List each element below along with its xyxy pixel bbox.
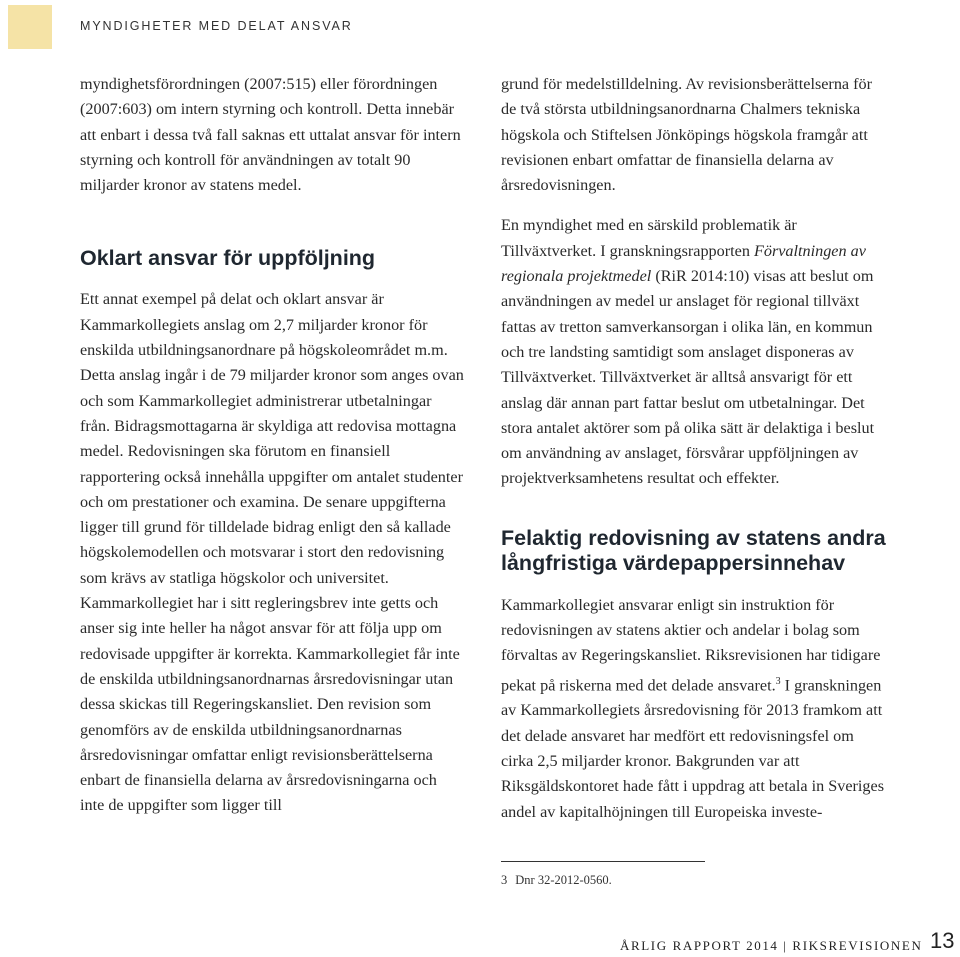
- paragraph-text: I granskningen av Kammarkollegiets årsredovisning för 2013 framkom att det delade ansvaret har medfört ett redovisningsfel om cirka 2,5 miljarder kronor. Bakgrunden var att Riksgäldskontoret hade fått i uppdrag att betala in Sveriges andel av kapitalhöjningen till Europeiska investe-: [501, 676, 885, 821]
- footnote-divider: [501, 861, 705, 862]
- accent-corner-block: [8, 5, 52, 49]
- footnote-number: 3: [501, 873, 508, 887]
- footnote: [501, 873, 612, 888]
- footnote-text: Dnr 32-2012-0560.: [515, 873, 612, 887]
- intro-paragraph: myndighetsförordningen (2007:515) eller förordningen (2007:603) om intern styrning och kontroll. Detta innebär att enbart i dessa två fall saknas ett uttalat ansvar för intern styrning och kontroll för användningen av totalt 90 miljarder kronor av statens medel.: [80, 75, 461, 195]
- page-number: 13: [930, 928, 955, 953]
- footnote-reference[interactable]: 3: [775, 675, 781, 687]
- section-heading-securities: Felaktig redovisning av statens andra långfristiga värdepappersinnehav: [501, 525, 886, 575]
- right-column: [501, 72, 886, 825]
- paragraph-allocation: grund för medelstilldelning. Av revisionsberättelserna för de två största utbildningsanordnarna Chalmers tekniska högskola och Stiftelsen Jönköpings högskola framgår att revisionen enbart omfattar de finansiella delarna av årsredovisningen.: [501, 75, 873, 195]
- paragraph-securities: [501, 593, 886, 825]
- paragraph-text: (RiR 2014:10) visas att beslut om användningen av medel ur anslaget för regional tillväxt fattas av tretton samverkansorgan i olika län, en kommun och tre landsting samtidigt som anslaget disponeras av Tillväxtverket. Tillväxtverket är alltså ansvarigt för ett anslag där annan part fattar beslut om utbetalningar. Det stora antalet aktörer som på olika sätt är delaktiga i beslut om användning av anslaget, försvårar uppföljningen av projektverksamhetens resultat och effekter.: [501, 267, 875, 488]
- report-title: Förvaltningen av regionala projektmedel: [501, 241, 866, 286]
- paragraph-text: Kammarkollegiet ansvarar enligt sin instruktion för redovisningen av statens aktier och andelar i bolag som förvaltas av Regeringskansliet. Riksrevisionen har tidigare pekat på riskerna med det delade ansvaret.: [501, 595, 881, 695]
- left-column: [80, 72, 465, 819]
- page-footer: ÅRLIG RAPPORT 2014 | RIKSREVISIONEN: [620, 938, 923, 953]
- paragraph-text: En myndighet med en särskild problematik är Tillväxtverket. I granskningsrapporten: [501, 216, 797, 260]
- section-heading-oversight: Oklart ansvar för uppföljning: [80, 246, 376, 271]
- paragraph-tillvaxtverket: [501, 213, 886, 491]
- body-paragraph-oversight: Ett annat exempel på delat och oklart ansvar är Kammarkollegiets anslag om 2,7 miljarder kronor för enskilda utbildningsanordnare på högskoleområdet m.m. Detta anslag ingår i de 79 miljarder kronor som anges ovan och som Kammarkollegiet administrerar utbetalningar från. Bidragsmottagarna är skyldiga att redovisa mottagna medel. Redovisningen ska förutom en finansiell rapportering också innehålla uppgifter om antalet studenter och om prestationer och examina. De senare uppgifterna ligger till grund för tilldelade bidrag enligt den så kallade högskolemodellen och motsvarar i stort den redovisning som krävs av statliga högskolor och universitet. Kammarkollegiet har i sitt regleringsbrev inte getts och anser sig inte heller ha något ansvar för att följa upp om redovisade uppgifter är korrekta. Kammarkollegiet får inte de enskilda utbildningsanordnarnas årsredovisningar utan dessa skickas till Regeringskansliet. Den revision som genomförs av de enskilda utbildningsanordnarnas årsredovisningar omfattar enligt revisionsberättelserna enbart de finansiella delarna av årsredovisningarna och inte de uppgifter som ligger till: [80, 290, 464, 815]
- running-header: MYNDIGHETER MED DELAT ANSVAR: [80, 19, 353, 33]
